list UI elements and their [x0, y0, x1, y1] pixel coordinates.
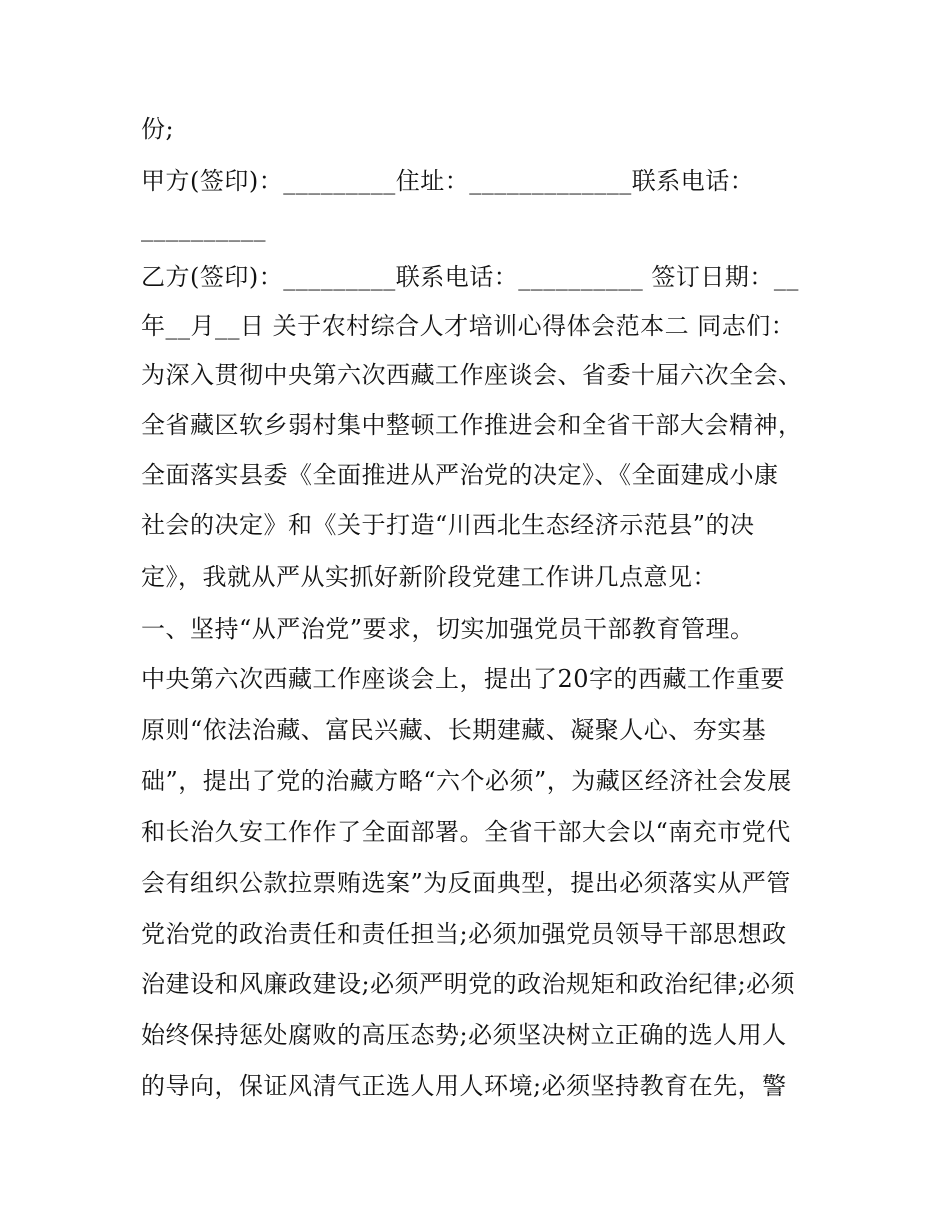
section-heading: 一、坚持“从严治党”要求，切实加强党员干部教育管理。 — [141, 615, 755, 643]
text-line: 年__月__日 关于农村综合人才培训心得体会范本二 同志们： — [141, 312, 796, 340]
text-line: 会有组织公款拉票贿选案”为反面典型，提出必须落实从严管 — [141, 869, 791, 897]
text-line: 乙方(签印)：_________联系电话：__________ 签订日期：__ — [141, 263, 799, 291]
text-line: __________ — [141, 214, 266, 242]
text-line: 的导向，保证风清气正选人用人环境;必须坚持教育在先，警 — [141, 1072, 787, 1100]
text-line: 份; — [141, 115, 175, 143]
text-line: 为深入贯彻中央第六次西藏工作座谈会、省委十届六次全会、 — [141, 361, 803, 389]
text-line: 原则“依法治藏、富民兴藏、长期建藏、凝聚人心、夯实基 — [141, 716, 767, 744]
text-line: 治建设和风廉政建设;必须严明党的政治规矩和政治纪律;必须 — [141, 970, 796, 998]
text-line: 始终保持惩处腐败的高压态势;必须坚决树立正确的选人用人 — [141, 1021, 787, 1049]
text-line: 和长治久安工作作了全面部署。全省干部大会以“南充市党代 — [141, 818, 791, 846]
text-line: 全省藏区软乡弱村集中整顿工作推进会和全省干部大会精神， — [141, 411, 803, 439]
text-line: 全面落实县委《全面推进从严治党的决定》、《全面建成小康 — [141, 461, 779, 489]
text-line: 甲方(签印)：_________住址：_____________联系电话： — [141, 167, 755, 195]
text-line: 础”，提出了党的治藏方略“六个必须”，为藏区经济社会发展 — [141, 767, 792, 795]
text-line: 定》，我就从严从实抓好新阶段党建工作讲几点意见： — [141, 563, 717, 591]
text-line: 党治党的政治责任和责任担当;必须加强党员领导干部思想政 — [141, 920, 787, 948]
text-line: 中央第六次西藏工作座谈会上，提出了20字的西藏工作重要 — [141, 665, 786, 693]
text-line: 社会的决定》和《关于打造“川西北生态经济示范县”的决 — [141, 511, 755, 539]
